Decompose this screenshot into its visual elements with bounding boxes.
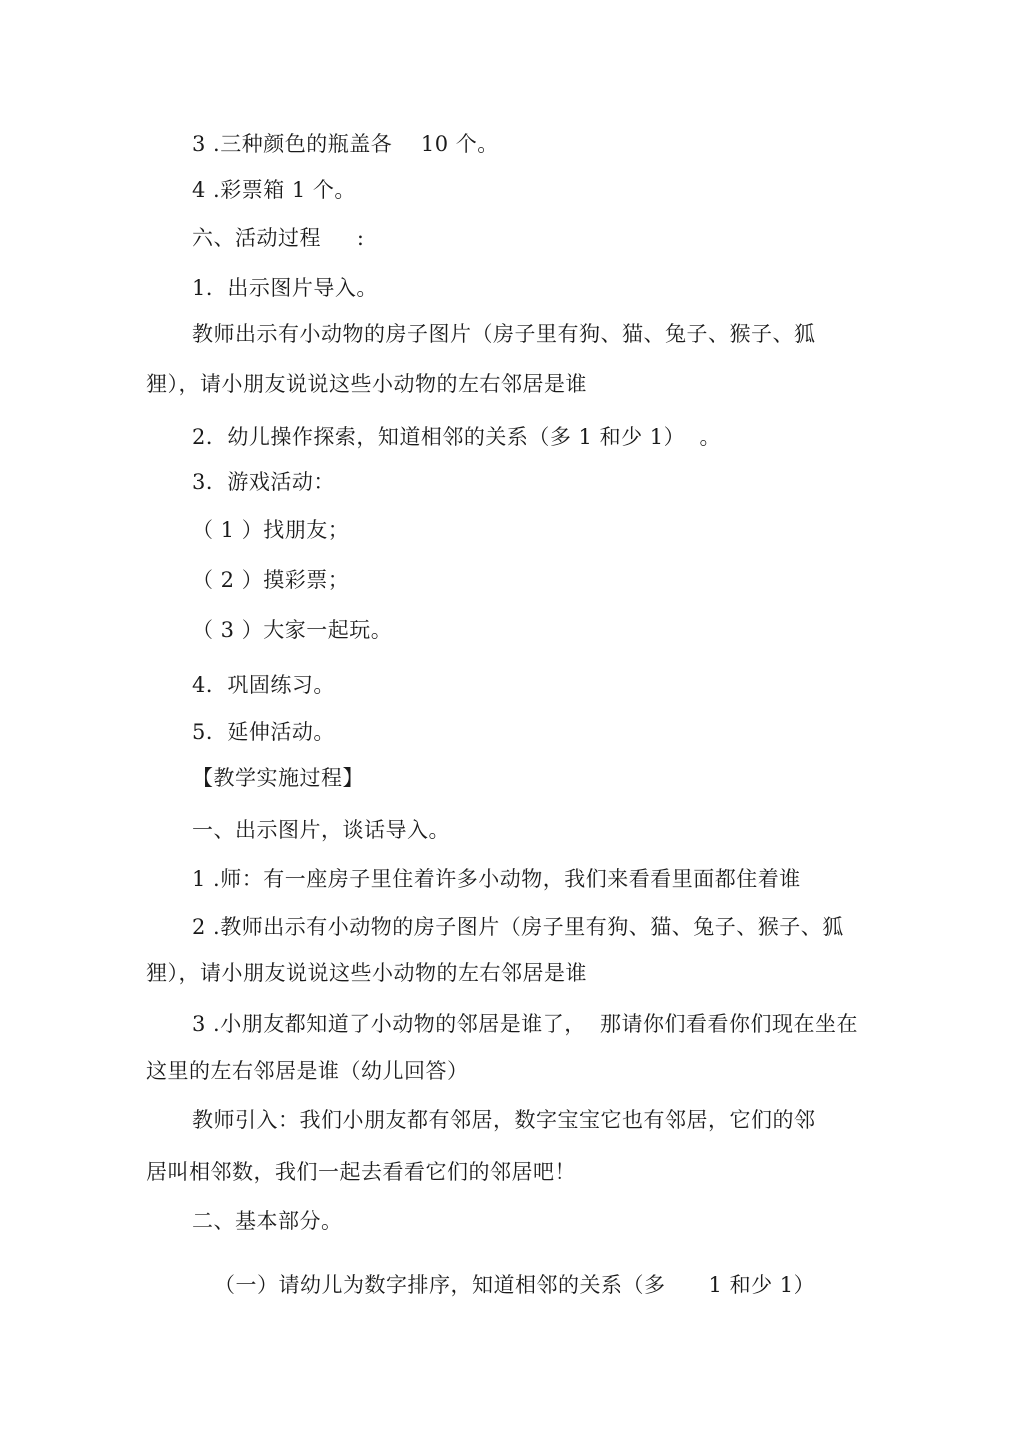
game-item-1: （ 1 ）找朋友； [192, 518, 350, 542]
paragraph-line: 1 .师：有一座房子里住着许多小动物，我们来看看里面都住着谁 [192, 867, 801, 891]
process-step-2: 2．幼儿操作探索，知道相邻的关系（多 1 和少 1） 。 [192, 425, 721, 449]
process-step-5: 5．延伸活动。 [192, 720, 335, 744]
paragraph-line: 2 .教师出示有小动物的房子图片（房子里有狗、猫、兔子、猴子、狐 [192, 915, 844, 939]
paragraph-line: 教师引入：我们小朋友都有邻居，数字宝宝它也有邻居，它们的邻 [192, 1108, 816, 1132]
paragraph-line: 教师出示有小动物的房子图片（房子里有狗、猫、兔子、猴子、狐 [192, 322, 816, 346]
section-heading-process: 六、活动过程 : [192, 226, 365, 250]
subsection-heading-2-1: （一）请幼儿为数字排序，知道相邻的关系（多 1 和少 1） [214, 1273, 816, 1297]
paragraph-line: 狸），请小朋友说说这些小动物的左右邻居是谁 [146, 372, 587, 396]
subsection-heading-2: 二、基本部分。 [192, 1209, 343, 1233]
material-item-4: 4 .彩票箱 1 个。 [192, 178, 356, 202]
paragraph-line: 居叫相邻数，我们一起去看看它们的邻居吧！ [146, 1160, 576, 1184]
process-step-4: 4．巩固练习。 [192, 673, 335, 697]
process-step-3: 3．游戏活动： [192, 470, 335, 494]
paragraph-line: 狸），请小朋友说说这些小动物的左右邻居是谁 [146, 961, 587, 985]
material-item-3: 3 .三种颜色的瓶盖各 10 个。 [192, 132, 499, 156]
subsection-heading-1: 一、出示图片，谈话导入。 [192, 818, 450, 842]
game-item-3: （ 3 ）大家一起玩。 [192, 618, 393, 642]
game-item-2: （ 2 ）摸彩票； [192, 568, 350, 592]
process-step-1: 1．出示图片导入。 [192, 276, 378, 300]
paragraph-line: 这里的左右邻居是谁（幼儿回答） [146, 1059, 469, 1083]
paragraph-line: 3 .小朋友都知道了小动物的邻居是谁了， 那请你们看看你们现在坐在 [192, 1012, 859, 1036]
section-heading-implementation: 【教学实施过程】 [192, 766, 364, 790]
